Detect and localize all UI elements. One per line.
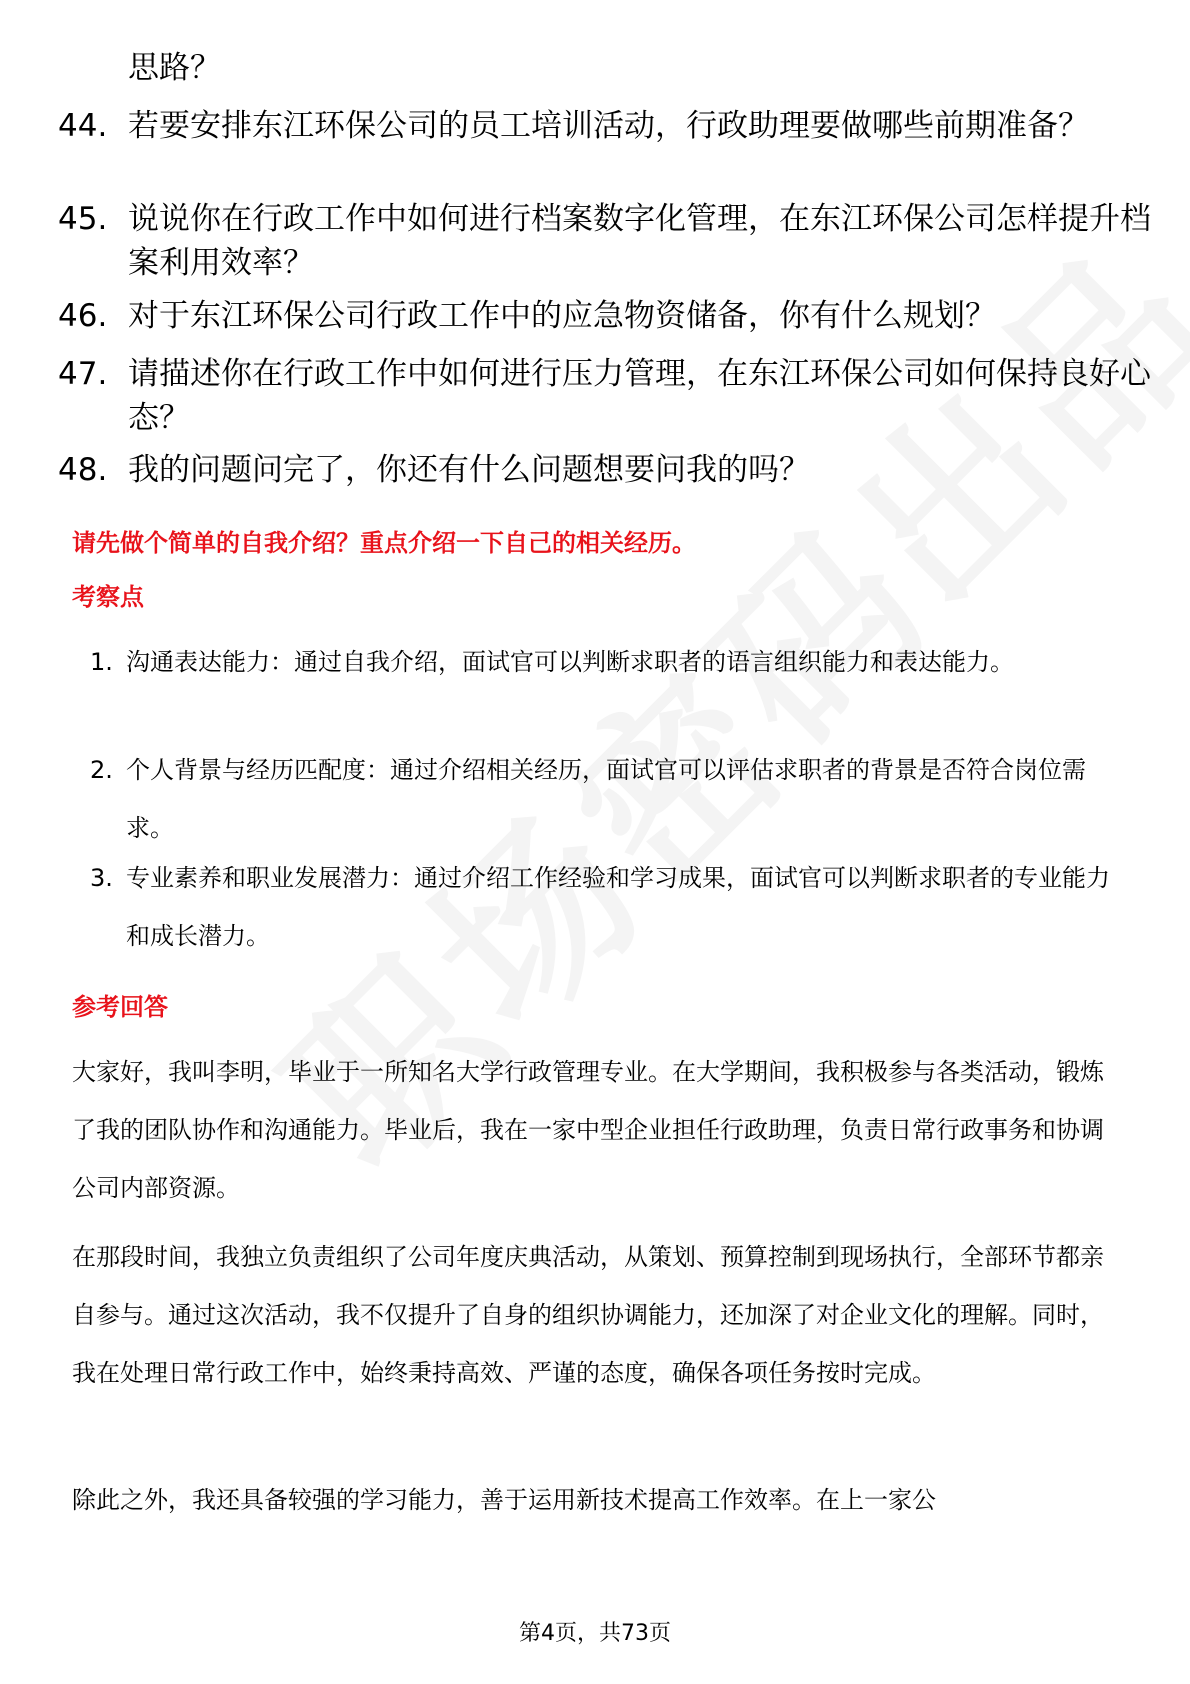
question-number: 47.	[58, 356, 108, 392]
answer-paragraph: 大家好，我叫李明，毕业于一所知名大学行政管理专业。在大学期间，我积极参与各类活动，锻炼了我的团队协作和沟通能力。毕业后，我在一家中型企业担任行政助理，负责日常行政事务和协调公司内部资源。	[72, 1058, 1104, 1202]
question-text: 说说你在行政工作中如何进行档案数字化管理，在东江环保公司怎样提升档案利用效率？	[128, 201, 1151, 281]
question-text: 请描述你在行政工作中如何进行压力管理，在东江环保公司如何保持良好心态？	[128, 356, 1151, 436]
question-text: 我的问题问完了，你还有什么问题想要问我的吗？	[128, 452, 810, 488]
answer-heading: 参考回答	[72, 993, 168, 1021]
assessment-heading: 考察点	[72, 583, 144, 611]
answer-paragraph: 除此之外，我还具备较强的学习能力，善于运用新技术提高工作效率。在上一家公	[72, 1486, 936, 1514]
section-title: 请先做个简单的自我介绍？重点介绍一下自己的相关经历。	[72, 529, 696, 557]
point-number: 3.	[90, 864, 113, 892]
point-text: 个人背景与经历匹配度：通过介绍相关经历，面试官可以评估求职者的背景是否符合岗位需求。	[126, 756, 1086, 842]
question-number: 48.	[58, 452, 108, 488]
question-text: 若要安排东江环保公司的员工培训活动，行政助理要做哪些前期准备？	[128, 108, 1089, 144]
point-text: 专业素养和职业发展潜力：通过介绍工作经验和学习成果，面试官可以判断求职者的专业能力和成长潜力。	[126, 864, 1110, 950]
question-number: 45.	[58, 201, 108, 237]
question-number: 44.	[58, 108, 108, 144]
page-number: 第4页，共73页	[519, 1621, 671, 1646]
answer-paragraph: 在那段时间，我独立负责组织了公司年度庆典活动，从策划、预算控制到现场执行，全部环节都亲自参与。通过这次活动，我不仅提升了自身的组织协调能力，还加深了对企业文化的理解。同时，我在处理日常行政工作中，始终秉持高效、严谨的态度，确保各项任务按时完成。	[72, 1243, 1104, 1387]
point-number: 2.	[90, 756, 113, 784]
question-text: 思路？	[128, 50, 221, 86]
point-number: 1.	[90, 648, 113, 676]
point-text: 沟通表达能力：通过自我介绍，面试官可以判断求职者的语言组织能力和表达能力。	[126, 648, 1014, 676]
question-number: 46.	[58, 298, 108, 334]
question-text: 对于东江环保公司行政工作中的应急物资储备，你有什么规划？	[128, 298, 996, 334]
